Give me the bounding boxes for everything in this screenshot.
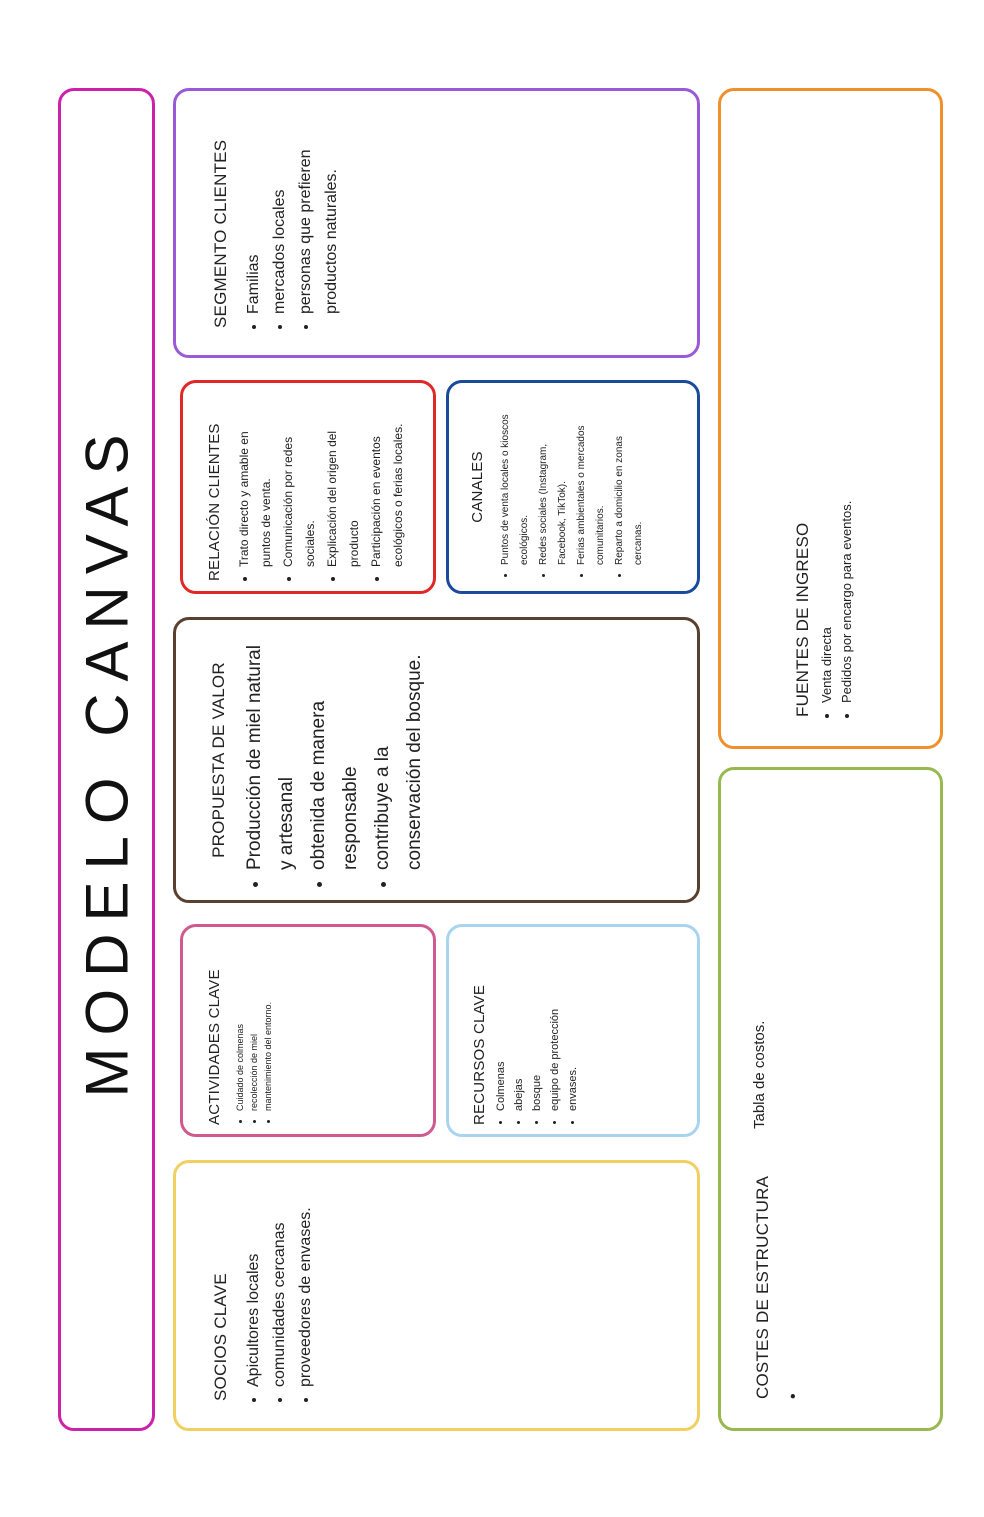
costes-title: COSTES DE ESTRUCTURA	[752, 1175, 772, 1399]
relacion-clientes-box	[180, 380, 436, 594]
segmento-title: SEGMENTO CLIENTES	[210, 139, 230, 328]
list-item: • Participación en eventos ecológicos o ferias locales.	[365, 393, 409, 567]
title-box	[58, 88, 155, 1431]
fuentes-ingreso-box	[718, 88, 943, 749]
list-item: • Pedidos por encargo para eventos.	[837, 117, 857, 703]
list-item: • Familias	[241, 110, 267, 314]
socios-title: SOCIOS CLAVE	[210, 1272, 230, 1401]
list-item: • Redes sociales (Instagram, Facebook, TikTok).	[534, 395, 572, 565]
segmento-clientes-box	[173, 88, 700, 358]
ingresos-title: FUENTES DE INGRESO	[792, 522, 812, 717]
costes-note: Tabla de costos.	[750, 1020, 768, 1129]
list-item: • personas que prefieren productos naturales.	[293, 110, 345, 314]
canales-box	[446, 380, 700, 594]
canales-title: CANALES	[469, 451, 486, 523]
costes-bullet: •	[784, 1393, 802, 1399]
list-item: • Venta directa	[817, 117, 837, 703]
list-item: • Trato directo y amable en puntos de venta.	[233, 393, 277, 567]
list-item: • obtenida de manera responsable	[303, 636, 367, 870]
list-item: • equipo de protección	[546, 937, 564, 1111]
segmento-list	[241, 110, 345, 328]
relacion-title: RELACIÓN CLIENTES	[206, 423, 223, 581]
ingresos-list	[817, 117, 857, 717]
list-item: • recolección de miel	[247, 937, 261, 1111]
socios-list	[241, 1177, 319, 1401]
recursos-title: RECURSOS CLAVE	[471, 984, 488, 1125]
list-item: • mantenimiento del entorno.	[261, 937, 275, 1111]
list-item: • Apicultores locales	[241, 1177, 267, 1387]
relacion-list	[233, 393, 409, 581]
list-item: • Ferias ambientales o mercados comunitarios.	[572, 395, 610, 565]
actividades-title: ACTIVIDADES CLAVE	[206, 968, 223, 1125]
actividades-list	[233, 937, 275, 1125]
recursos-clave-box	[446, 924, 700, 1137]
actividades-clave-box	[180, 924, 436, 1137]
costes-estructura-box	[718, 767, 943, 1431]
list-item: • mercados locales	[267, 110, 293, 314]
propuesta-list	[239, 636, 431, 884]
list-item: • bosque	[528, 937, 546, 1111]
list-item: • Producción de miel natural y artesanal	[239, 636, 303, 870]
list-item: • contribuye a la conservación del bosque.	[367, 636, 431, 870]
list-item: • proveedores de envases.	[293, 1177, 319, 1387]
list-item: • Comunicación por redes sociales.	[277, 393, 321, 567]
canales-list	[496, 395, 648, 579]
list-item: • Cuidado de colmenas	[233, 937, 247, 1111]
socios-clave-box	[173, 1160, 700, 1431]
propuesta-valor-box	[173, 617, 700, 903]
list-item: • Explicación del origen del producto	[321, 393, 365, 567]
list-item: • Puntos de venta locales o kioscos ecológicos.	[496, 395, 534, 565]
list-item: • Colmenas	[492, 937, 510, 1111]
page-title: MODELO CANVAS	[73, 422, 140, 1097]
propuesta-title: PROPUESTA DE VALOR	[208, 662, 228, 858]
list-item: • abejas	[510, 937, 528, 1111]
recursos-list	[492, 937, 582, 1125]
list-item: • Reparto a domicilio en zonas cercanas.	[610, 395, 648, 565]
list-item: • comunidades cercanas	[267, 1177, 293, 1387]
list-item: • envases.	[564, 937, 582, 1111]
